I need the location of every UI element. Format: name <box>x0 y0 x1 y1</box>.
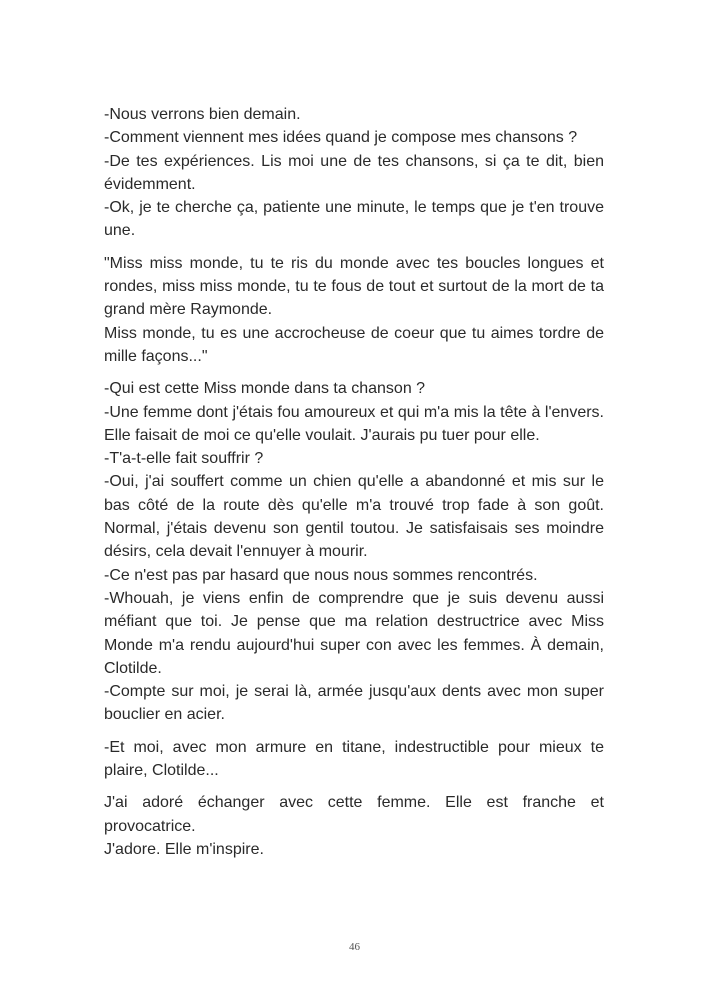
text-line: -T'a-t-elle fait souffrir ? <box>104 450 264 468</box>
text-line: -Whouah, je viens enfin de comprendre que je suis devenu aussi méfiant que toi. Je pense que ma relation destructrice avec Miss Monde m'a rendu aujourd'hui super con avec les femmes. À demain, Clotilde. <box>104 589 604 677</box>
text-line: -Comment viennent mes idées quand je compose mes chansons ? <box>104 129 578 147</box>
text-line: -Compte sur moi, je serai là, armée jusqu'aux dents avec mon super bouclier en acier. <box>104 683 604 724</box>
paragraph-conclusion <box>104 791 604 861</box>
text-line: J'ai adoré échanger avec cette femme. Elle est franche et provocatrice. <box>104 794 604 835</box>
text-line: "Miss miss monde, tu te ris du monde avec tes boucles longues et rondes, miss miss monde, tu te fous de tout et surtout de la mort de ta grand mère Raymonde. <box>104 254 604 319</box>
text-line: J'adore. Elle m'inspire. <box>104 840 264 858</box>
text-line: Miss monde, tu es une accrocheuse de coeur que tu aimes tordre de mille façons..." <box>104 324 604 365</box>
text-line: -Et moi, avec mon armure en titane, indestructible pour mieux te plaire, Clotilde... <box>104 738 604 780</box>
text-line: -Ce n'est pas par hasard que nous nous sommes rencontrés. <box>104 566 538 584</box>
text-line: -Ok, je te cherche ça, patiente une minute, le temps que je t'en trouve une. <box>104 199 604 240</box>
body-text <box>104 103 604 870</box>
paragraph-armure <box>104 736 604 783</box>
text-line: -Oui, j'ai souffert comme un chien qu'elle a abandonné et mis sur le bas côté de la route dès qu'elle m'a trouvé trop fade à son goût. Normal, j'étais devenu son gentil toutou. Je satisfaisais ses moindre désirs, cela devait l'ennuyer à mourir. <box>104 473 604 561</box>
paragraph-dialogue-miss-monde <box>104 377 604 726</box>
paragraph-dialogue-intro <box>104 103 604 243</box>
text-line: -De tes expériences. Lis moi une de tes chansons, si ça te dit, bien évidemment. <box>104 152 604 193</box>
text-line: -Une femme dont j'étais fou amoureux et qui m'a mis la tête à l'envers. Elle faisait de moi ce qu'elle voulait. J'aurais pu tuer pour elle. <box>104 403 604 444</box>
text-line: -Qui est cette Miss monde dans ta chanson ? <box>104 380 426 398</box>
page-number: 46 <box>349 941 360 953</box>
paragraph-song-lyrics <box>104 252 604 368</box>
text-line: -Nous verrons bien demain. <box>104 106 301 123</box>
